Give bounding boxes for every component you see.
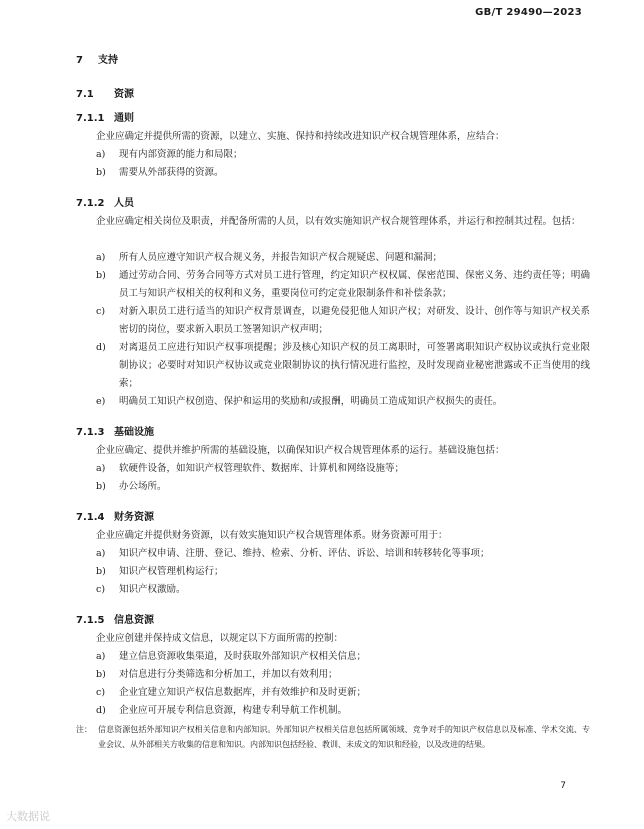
list-item: b) 通过劳动合同、劳务合同等方式对员工进行管理，约定知识产权权属、保密范围、保密义务、违约责任等；明确员工与知识产权相关的权利和义务，重要岗位可约定竞业限制条件和补偿条款； [96,270,590,299]
list-item: c) 知识产权激励。 [96,584,186,595]
list-item: a) 知识产权申请、注册、登记、维持、检索、分析、评估、诉讼、培训和转移转化等事项； [96,548,490,559]
list-item: b) 办公场所。 [96,481,167,492]
list-item: d) 对离退员工应进行知识产权事项提醒；涉及核心知识产权的员工离职时，可签署离职知识产权协议或执行竞业限制协议；必要时对知识产权协议或竞业限制协议的执行情况进行监控，及时发现商业秘密泄露或不正当使用的线索； [96,342,590,389]
list-item: e) 明确员工知识产权创造、保护和运用的奖励和/或报酬，明确员工造成知识产权损失的责任。 [96,396,503,407]
standard-code: GB/T 29490—2023 [475,7,582,18]
list-item: a) 建立信息资源收集渠道，及时获取外部知识产权相关信息； [96,651,367,662]
heading-7-1-4: 7.1.4 财务资源 [76,512,154,523]
heading-7-1-1: 7.1.1 通则 [76,113,134,124]
paragraph-7-1-5: 企业应创建并保持成文信息，以规定以下方面所需的控制： [96,633,344,644]
list-item: a) 现有内部资源的能力和局限； [96,149,243,160]
list-item: c) 对新入职员工进行适当的知识产权背景调查，以避免侵犯他人知识产权；对研发、设计、创作等与知识产权关系密切的岗位，要求新入职员工签署知识产权声明； [96,306,590,335]
watermark: 大数据说 [6,810,50,823]
page-number: 7 [560,781,566,791]
list-item: a) 所有人员应遵守知识产权合规义务，并报告知识产权合规疑虑、问题和漏洞； [96,252,443,263]
heading-7-1-5: 7.1.5 信息资源 [76,615,154,626]
list-item: c) 企业宜建立知识产权信息数据库，并有效维护和及时更新； [96,687,367,698]
list-item: b) 知识产权管理机构运行； [96,566,224,577]
list-item: b) 对信息进行分类筛选和分析加工，并加以有效利用； [96,669,338,680]
heading-7-1-2: 7.1.2 人员 [76,198,134,209]
paragraph-7-1-4: 企业应确定并提供财务资源，以有效实施知识产权合规管理体系。财务资源可用于： [96,530,448,541]
paragraph-7-1-2: 企业应确定相关岗位及职责，并配备所需的人员，以有效实施知识产权合规管理体系，并运行和控制其过程。包括： [96,216,581,227]
heading-7-1: 7.1 资源 [76,89,134,100]
paragraph-7-1-3: 企业应确定、提供并维护所需的基础设施，以确保知识产权合规管理体系的运行。基础设施包括： [96,445,505,456]
paragraph-7-1-1: 企业应确定并提供所需的资源，以建立、实施、保持和持续改进知识产权合规管理体系，应结合： [96,131,505,142]
list-item: d) 企业应可开展专利信息资源，构建专利导航工作机制。 [96,705,348,716]
note: 注： 信息资源包括外部知识产权相关信息和内部知识。外部知识产权相关信息包括所属领域、竞争对手的知识产权信息以及标准、学术交流、专业会议、从外部相关方收集的信息和知识。内部知识包括经验、教训、未成文的知识和经验，以及改进的结果。 [76,725,590,749]
list-item: a) 软硬件设备，如知识产权管理软件、数据库、计算机和网络设施等； [96,463,405,474]
heading-7-1-3: 7.1.3 基础设施 [76,427,154,438]
list-item: b) 需要从外部获得的资源。 [96,167,224,178]
heading-7: 7 支持 [76,55,118,66]
